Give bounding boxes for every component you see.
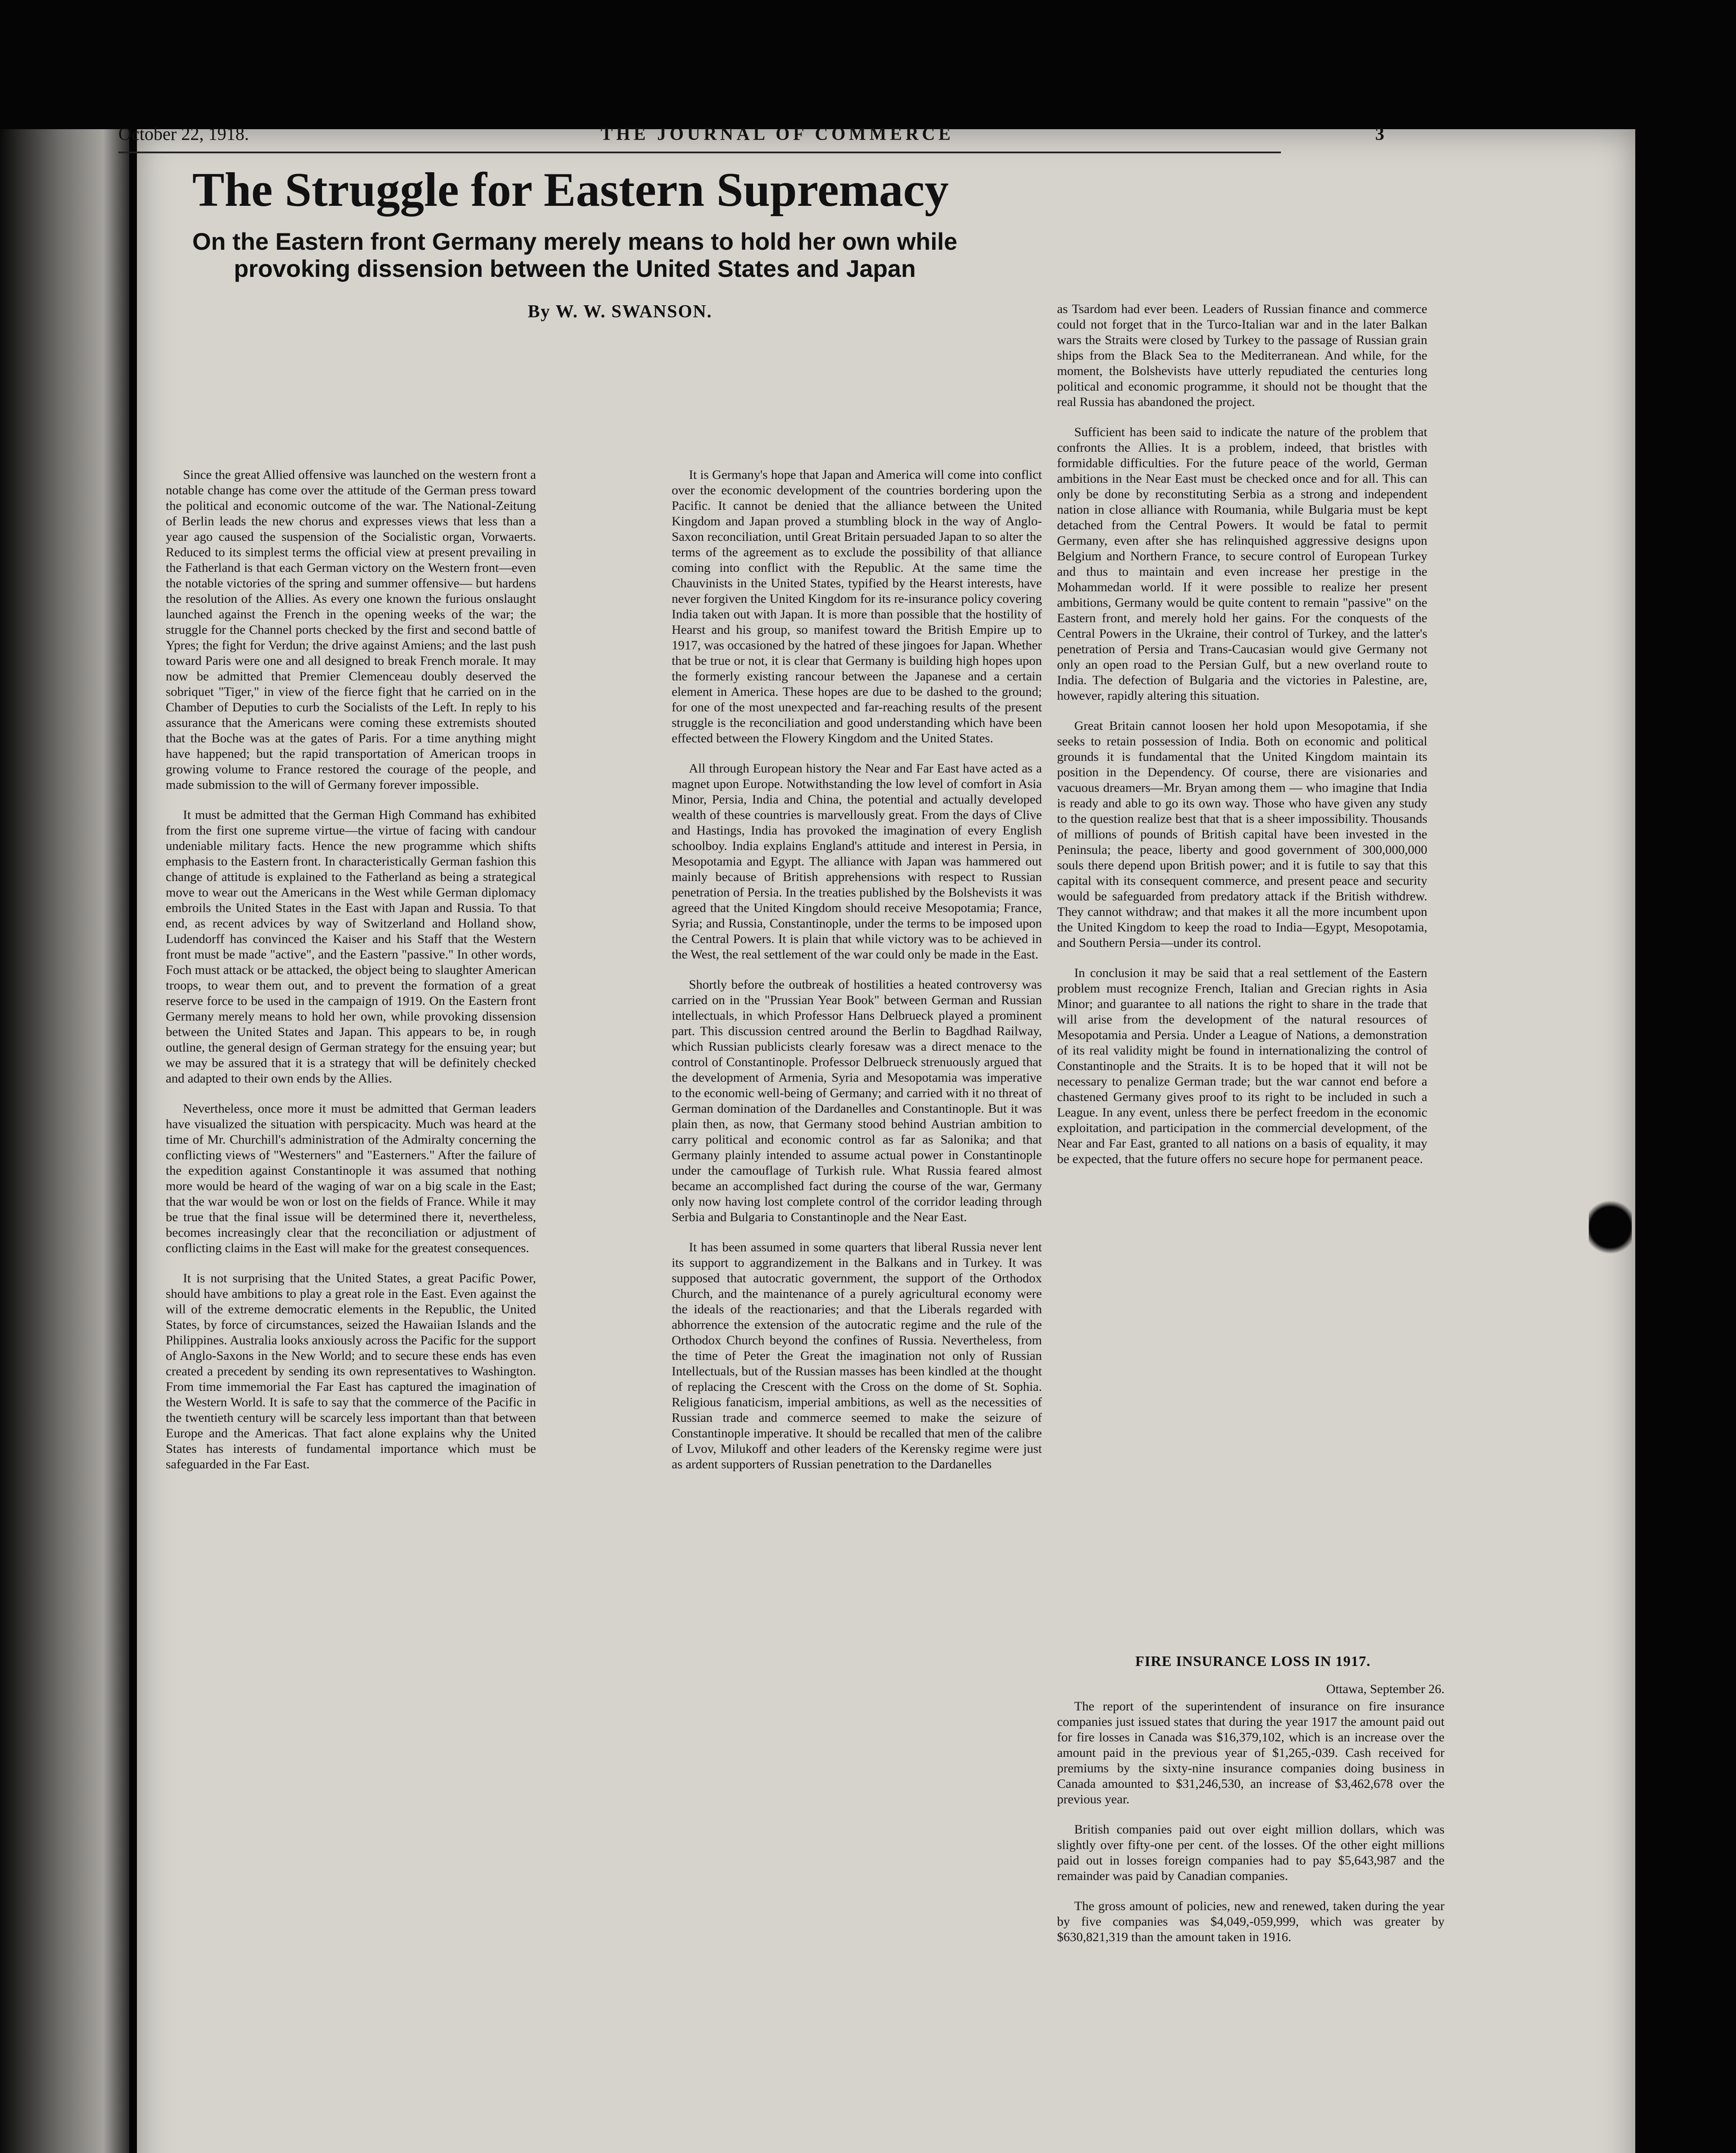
header-rule xyxy=(118,152,1281,153)
ink-blot xyxy=(1589,1197,1632,1257)
article-column-1 xyxy=(166,467,536,1487)
paragraph: It has been assumed in some quarters that liberal Russia never lent its support to aggrandizement in the Balkans and in Turkey. It was supposed that autocratic government, the support of the Orthodox Church, and the maintenance of a purely agricultural economy were the ideals of the reactionaries; and that the Liberals regarded with abhorrence the extension of the autocratic regime and the rule of the Orthodox Church beyond the confines of Russia. Nevertheless, from the time of Peter the Great the imagination not only of Russian Intellectuals, but of the Russian masses has been kindled at the thought of replacing the Crescent with the Cross on the dome of St. Sophia. Religious fanaticism, imperial ambitions, as well as the necessities of Russian trade and commerce seemed to make the seizure of Constantinople imperative. It should be recalled that men of the calibre of Lvov, Milukoff and other leaders of the Kerensky regime were just as ardent supporters of Russian penetration to the Dardanelles xyxy=(672,1240,1042,1471)
paragraph: British companies paid out over eight million dollars, which was slightly over fifty-one per cent. of the losses. Of the other eight millions paid out in losses foreign companies had to pay $5,643,987 and the remainder was paid by Canadian companies. xyxy=(1057,1822,1445,1883)
article-headline: The Struggle for Eastern Supremacy xyxy=(192,163,949,217)
article-column-2 xyxy=(672,467,1042,1487)
paragraph: The report of the superintendent of insurance on fire insurance companies just issued states that during the year 1917 the amount paid out for fire losses in Canada was $16,379,102, which is an increase over the amount paid in the previous year of $1,265,-039. Cash received for premiums by the sixty-nine insurance companies doing business in Canada amounted to $31,246,530, an increase of $3,462,678 over the previous year. xyxy=(1057,1699,1445,1806)
article-subhead: On the Eastern front Germany merely means to hold her own while provoking dissension between the United States and Japan xyxy=(192,228,958,282)
paragraph: Sufficient has been said to indicate the nature of the problem that confronts the Allies. It is a problem, indeed, that bristles with formidable difficulties. For the future peace of the world, German ambitions in the Near East must be checked once and for all. This can only be done by reconstituting Serbia as a strong and independent nation in close alliance with Roumania, while Bulgaria must be kept detached from the Central Powers. It would be fatal to permit Germany, even after she has relinquished aggressive designs upon Belgium and Northern France, to secure control of European Turkey and thus to maintain and even increase her prestige in the Mohammedan world. If it were possible to realize her present ambitions, Germany would be quite content to remain "passive" on the Eastern front, and merely hold her gains. For the conquests of the Central Powers in the Ukraine, their control of Turkey, and the latter's penetration of Persia and Trans-Caucasian would give Germany not only an open road to the Persian Gulf, but a new overland route to India. The defection of Bulgaria and the victories in Palestine, are, however, rapidly altering this situation. xyxy=(1057,425,1427,703)
paragraph: It is not surprising that the United States, a great Pacific Power, should have ambitions to play a great role in the East. Even against the will of the extreme democratic elements in the Republic, the United States, by force of circumstances, seized the Hawaiian Islands and the Philippines. Australia looks anxiously across the Pacific for the support of Anglo-Saxons in the New World; and to secure these ends has even created a precedent by sending its own representatives to Washington. From time immemorial the Far East has captured the imagination of the Western World. It is safe to say that the commerce of the Pacific in the twentieth century will be scarcely less important than that between Europe and the Americas. That fact alone explains why the United States has interests of fundamental importance which must be safeguarded in the Far East. xyxy=(166,1271,536,1471)
dateline: Ottawa, September 26. xyxy=(1326,1682,1445,1696)
fire-insurance-headline: FIRE INSURANCE LOSS IN 1917. xyxy=(1135,1654,1371,1669)
paragraph: It is Germany's hope that Japan and America will come into conflict over the economic development of the countries bordering upon the Pacific. It cannot be denied that the alliance between the United Kingdom and Japan proved a stumbling block in the way of Anglo-Saxon reconciliation, until Great Britain persuaded Japan to so alter the terms of the agreement as to exclude the possibility of that alliance coming into conflict with the Republic. At the same time the Chauvinists in the United States, typified by the Hearst interests, have never forgiven the United Kingdom for its re-insurance policy covering India taken out with Japan. It is more than possible that the hostility of Hearst and his group, so manifest toward the British Empire up to 1917, was occasioned by the hatred of these jingoes for Japan. Whether that be true or not, it is clear that Germany is building high hopes upon the formerly existing rancour between the Japanese and a certain element in America. These hopes are due to be dashed to the ground; for one of the most unexpected and far-reaching results of the present struggle is the reconciliation and good understanding which have been effected between the Flowery Kingdom and the United States. xyxy=(672,468,1042,745)
paragraph: Shortly before the outbreak of hostilities a heated controversy was carried on in the "Prussian Year Book" between German and Russian intellectuals, in which Professor Hans Delbrueck played a prominent part. This discussion centred around the Berlin to Bagdhad Railway, which Russian publicists clearly foresaw was a direct menace to the control of Constantinople. Professor Delbrueck strenuously argued that the development of Armenia, Syria and Mesopotamia was imperative to the economic well-being of Germany; and carried with it no threat of German domination of the Dardanelles and Constantinople. But it was plain then, as now, that Germany stood behind Austrian ambition to carry political and economic control as far as Salonika; and that Germany plainly intended to assume actual power in Constantinople under the camouflage of Turkish rule. What Russia feared almost became an accomplished fact during the course of the war, Germany only now having lost complete control of the corridor leading through Serbia and Bulgaria to Constantinople and the Near East. xyxy=(672,977,1042,1224)
paragraph: All through European history the Near and Far East have acted as a magnet upon Europe. Notwithstanding the low level of comfort in Asia Minor, Persia, India and China, the potential and actually developed wealth of these countries is marvellously great. From the days of Clive and Hastings, India has provoked the imagination of every English schoolboy. India explains England's attitude and interest in Persia, in Mesopotamia and Egypt. The alliance with Japan was hammered out mainly because of British apprehensions with respect to Russian penetration of Persia. In the treaties published by the Bolshevists it was agreed that the United Kingdom should receive Mesopotamia; France, Syria; and Russia, Constantinople, under the terms to be imposed upon the Central Powers. It is plain that while victory was to be achieved in the West, the real settlement of the war could only be made in the East. xyxy=(672,761,1042,962)
paragraph: as Tsardom had ever been. Leaders of Russian finance and commerce could not forget that in the Turco-Italian war and in the later Balkan wars the Straits were closed by Turkey to the passage of Russian grain ships from the Black Sea to the Mediterranean. And while, for the moment, the Bolshevists have utterly repudiated the centuries long political and economic programme, it should not be thought that the real Russia has abandoned the project. xyxy=(1057,302,1427,409)
page-number: 3 xyxy=(1375,124,1384,144)
paragraph: Since the great Allied offensive was launched on the western front a notable change has come over the attitude of the German press toward the political and economic outcome of the war. The National-Zeitung of Berlin leads the new chorus and expresses views that less than a year ago caused the suspension of the Socialistic organ, Vorwaerts. Reduced to its simplest terms the official view at present prevailing in the Fatherland is that each German victory on the Western front—even the notable victories of the spring and summer offensive— but hardens the resolution of the Allies. As every one known the furious onslaught launched against the French in the opening weeks of the war; the struggle for the Channel ports checked by the first and second battle of Ypres; the fight for Verdun; the drive against Amiens; and the last push toward Paris were one and all designed to break French morale. It may now be admitted that Premier Clemenceau doubly deserved the sobriquet "Tiger," in view of the fierce fight that he carried on in the Chamber of Deputies to curb the Socialists of the Left. In reply to his assurance that the Americans were coming these extremists shouted that the Boche was at the gates of Paris. For a time anything might have happened; but the rapid transportation of American troops in growing volume to France restored the courage of the people, and made submission to the will of Germany forever impossible. xyxy=(166,468,536,792)
fire-insurance-article xyxy=(1057,1681,1445,1960)
paragraph: Nevertheless, once more it must be admitted that German leaders have visualized the situation with perspicacity. Much was heard at the time of Mr. Churchill's administration of the Admiralty concerning the conflicting views of "Westerners" and "Easterners." After the failure of the expedition against Constantinople it was assumed that nothing more would be heard of the waging of war on a big scale in the East; that the war would be won or lost on the fields of France. While it may be true that the final issue will be determined there it, nevertheless, becomes increasingly clear that the reconciliation or adjustment of conflicting claims in the East will make for the greatest consequences. xyxy=(166,1101,536,1255)
paragraph: It must be admitted that the German High Command has exhibited from the first one supreme virtue—the virtue of facing with candour undeniable military facts. Hence the new programme which shifts emphasis to the Eastern front. In characteristically German fashion this change of attitude is explained to the Fatherland as being a strategical move to wear out the Americans in the West while German diplomacy embroils the United States in the East with Japan and Russia. To that end, as recent advices by way of Switzerland and Holland show, Ludendorff has convinced the Kaiser and his Staff that the Western front must be made "active", and the Eastern "passive." In other words, Foch must attack or be attacked, the object being to slaughter American troops, to wear them out, and to prevent the formation of a great reserve force to be used in the campaign of 1919. On the Eastern front Germany merely means to hold her own, while provoking dissension between the United States and Japan. This appears to be, in rough outline, the general design of German strategy for the ensuing year; but we may be assured that it is a strategy that will be definitely checked and adapted to their own ends by the Allies. xyxy=(166,808,536,1086)
paragraph: Great Britain cannot loosen her hold upon Mesopotamia, if she seeks to retain possession of India. Both on economic and political grounds it is fundamental that the United Kingdom maintain its position in the Dependency. Of course, there are visionaries and vacuous dreamers—Mr. Bryan among them — who imagine that India is ready and able to go its own way. Those who have given any study to the question realize best that that is a sheer impossibility. Thousands of millions of pounds of British capital have been invested in the Peninsula; the peace, liberty and good government of 300,000,000 souls there depend upon British power; and it is futile to say that this capital with its consequent commerce, and present peace and security would be safeguarded from predatory attack if the British withdrew. They cannot withdraw; and that makes it all the more incumbent upon the United Kingdom to keep the road to India—Egypt, Mesopotamia, and Southern Persia—under its control. xyxy=(1057,719,1427,950)
article-column-3 xyxy=(1057,301,1427,1182)
page-header xyxy=(118,124,1384,150)
article-byline: By W. W. SWANSON. xyxy=(527,302,713,322)
page-fold-shadow xyxy=(0,129,129,2153)
paragraph: The gross amount of policies, new and renewed, taken during the year by five companies was $4,049,-059,999, which was greater by $630,821,319 than the amount taken in 1916. xyxy=(1057,1899,1445,1944)
paragraph: In conclusion it may be said that a real settlement of the Eastern problem must recognize French, Italian and Grecian rights in Asia Minor; and guarantee to all nations the right to share in the trade that will arise from the development of the natural resources of Mesopotamia and Persia. Under a League of Nations, a demonstration of its real validity might be found in internationalizing the control of Constantinople and the Straits. It is to be hoped that it will not be necessary to penalize German trade; but the war cannot end before a chastened Germany gives proof to its right to be included in such a League. In any event, unless there be perfect freedom in the economic exploitation, and participation in the commercial development, of the Near and Far East, granted to all nations on a basis of equality, it may be expected, that the future offers no secure hope for permanent peace. xyxy=(1057,966,1427,1166)
issue-date: October 22, 1918. xyxy=(118,124,249,144)
journal-name: THE JOURNAL OF COMMERCE xyxy=(601,124,954,144)
